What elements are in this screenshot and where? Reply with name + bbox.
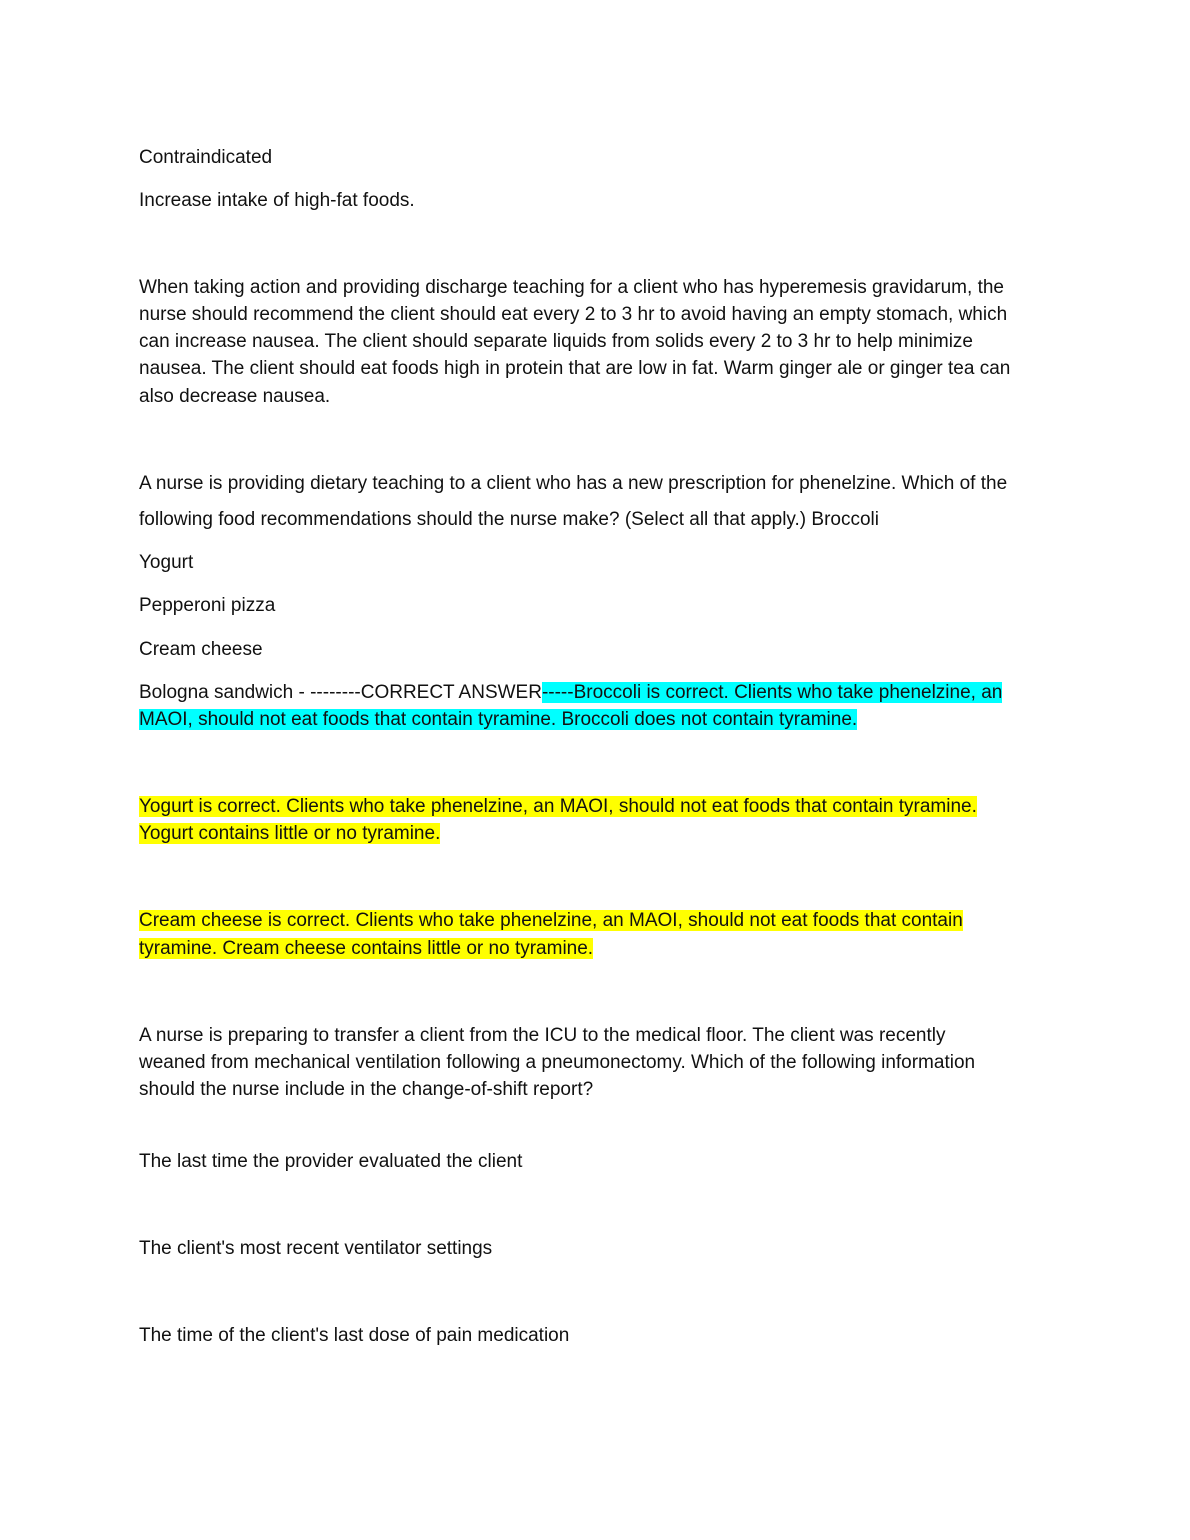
yogurt-answer-line (139, 793, 1059, 820)
option-provider-evaluated: The last time the provider evaluated the client (139, 1151, 523, 1172)
option-pain-medication: The time of the client's last dose of pain medication (139, 1325, 570, 1346)
option-cream-cheese: Cream cheese (139, 639, 263, 660)
question-stem-line: A nurse is providing dietary teaching to a client who has a new prescription for phenelzine. Which of the (139, 473, 1008, 494)
cream-cheese-answer-highlight: Cream cheese is correct. Clients who take phenelzine, an MAOI, should not eat foods that contain (139, 910, 963, 931)
option-bologna-answer-line (139, 679, 1059, 706)
rationale-line: can increase nausea. The client should separate liquids from solids every 2 to 3 hr to help minimize (139, 331, 973, 352)
option-bologna-sandwich: Bologna sandwich - --------CORRECT ANSWER (139, 682, 542, 703)
cream-cheese-answer-line (139, 907, 1059, 934)
increase-intake-line: Increase intake of high-fat foods. (139, 190, 415, 211)
rationale-line: nurse should recommend the client should eat every 2 to 3 hr to avoid having an empty stomach, which (139, 304, 1008, 325)
rationale-line: nausea. The client should eat foods high in protein that are low in fat. Warm ginger ale or ginger tea can (139, 358, 1011, 379)
option-yogurt: Yogurt (139, 552, 194, 573)
question-stem-line: weaned from mechanical ventilation following a pneumonectomy. Which of the following information (139, 1052, 976, 1073)
rationale-line: also decrease nausea. (139, 386, 331, 407)
question-stem-line: A nurse is preparing to transfer a client from the ICU to the medical floor. The client was recently (139, 1025, 946, 1046)
contraindicated-line: Contraindicated (139, 147, 273, 168)
yogurt-answer-highlight: Yogurt is correct. Clients who take phenelzine, an MAOI, should not eat foods that contain tyramine. (139, 796, 977, 817)
broccoli-answer-line (139, 706, 1059, 733)
yogurt-answer-highlight: Yogurt contains little or no tyramine. (139, 823, 441, 844)
cream-cheese-answer-line (139, 935, 1059, 962)
rationale-line: When taking action and providing discharge teaching for a client who has hyperemesis gravidarum, the (139, 277, 1004, 298)
broccoli-answer-highlight: -----Broccoli is correct. Clients who take phenelzine, an (541, 682, 1003, 703)
cream-cheese-answer-highlight: tyramine. Cream cheese contains little or no tyramine. (139, 938, 594, 959)
broccoli-answer-highlight: MAOI, should not eat foods that contain tyramine. Broccoli does not contain tyramine. (139, 709, 858, 730)
question-stem-line: following food recommendations should the nurse make? (Select all that apply.) Broccoli (139, 509, 879, 530)
yogurt-answer-line (139, 820, 1059, 847)
option-ventilator-settings: The client's most recent ventilator settings (139, 1238, 493, 1259)
question-stem-line: should the nurse include in the change-of-shift report? (139, 1079, 594, 1100)
option-pepperoni-pizza: Pepperoni pizza (139, 595, 276, 616)
